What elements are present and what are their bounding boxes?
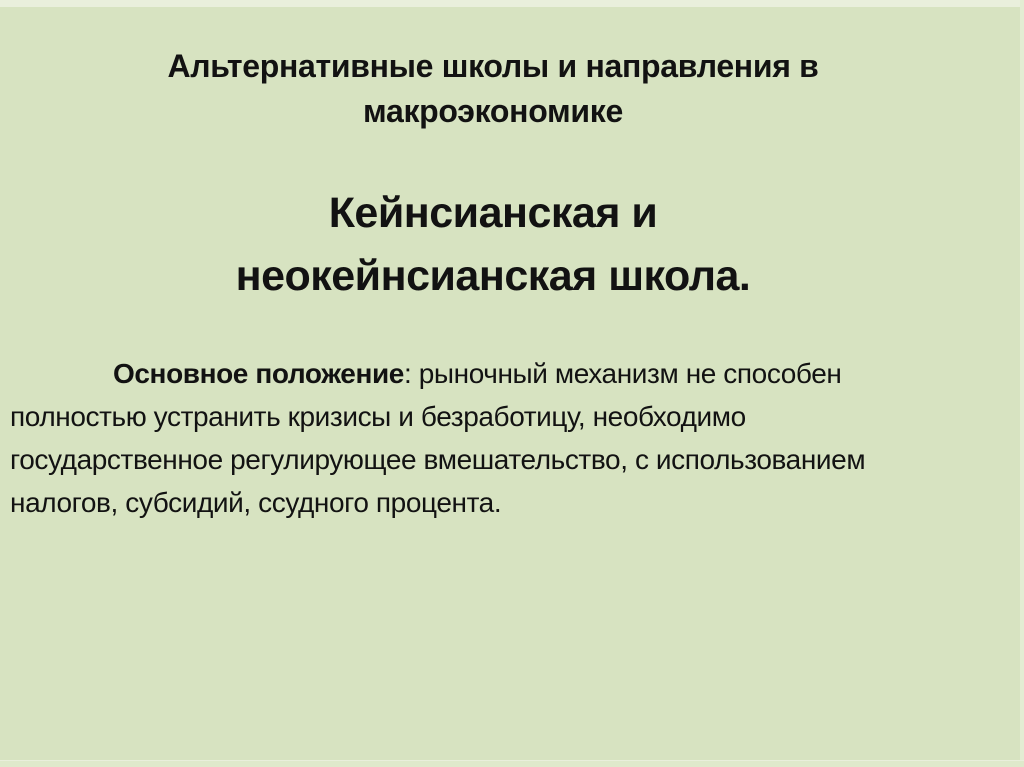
slide-body-paragraph: [10, 352, 976, 524]
slide-subtitle-line-1: Кейнсианская и: [328, 189, 658, 237]
body-line-2: полностью устранить кризисы и безработицу, необходимо: [10, 401, 746, 432]
slide-subtitle: [10, 182, 976, 308]
slide-subtitle-line-2: неокейнсианская школа.: [235, 252, 751, 300]
body-lead-bold: Основное положение: [113, 358, 404, 389]
body-line-3: государственное регулирующее вмешательство, с использованием: [10, 444, 866, 475]
slide-content: [10, 0, 976, 524]
body-line-4: налогов, субсидий, ссудного процента.: [10, 487, 502, 518]
slide-title-line-1: Альтернативные школы и направления в: [167, 48, 819, 84]
body-line-1: [10, 352, 976, 395]
slide-edge-bottom: [0, 760, 1024, 767]
slide-title: [10, 44, 976, 134]
body-line-1-rest: : рыночный механизм не способен: [403, 358, 842, 389]
slide-edge-right: [1020, 0, 1024, 767]
slide-title-line-2: макроэкономике: [363, 93, 623, 129]
